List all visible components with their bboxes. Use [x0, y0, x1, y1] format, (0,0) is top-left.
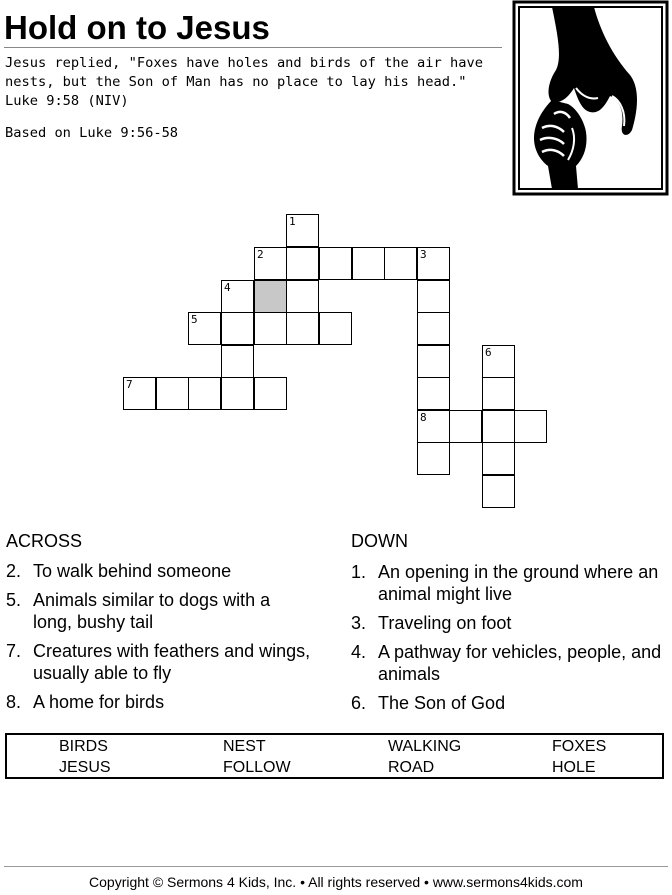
- crossword-cell[interactable]: [417, 280, 450, 313]
- crossword-cell[interactable]: [417, 377, 450, 410]
- crossword-cell[interactable]: [417, 312, 450, 345]
- clue-text: An opening in the ground where an animal might live: [378, 562, 659, 604]
- crossword-cell[interactable]: [286, 247, 319, 280]
- clue-text: To walk behind someone: [33, 561, 232, 581]
- clue-text: A home for birds: [33, 692, 165, 712]
- crossword-cell[interactable]: [254, 377, 287, 410]
- clue-number: 5: [191, 313, 198, 326]
- crossword-cell[interactable]: [221, 345, 254, 378]
- clue-number: 6: [485, 346, 492, 359]
- down-clue-list: [351, 561, 666, 721]
- clue-number: 1.: [351, 562, 367, 582]
- down-heading: DOWN: [351, 531, 408, 551]
- clue-text: Animals similar to dogs with a long, bushy tail: [33, 590, 271, 632]
- crossword-cell[interactable]: [254, 247, 287, 280]
- crossword-cell[interactable]: [254, 312, 287, 345]
- down-clue: [351, 641, 666, 685]
- across-clue: [6, 589, 311, 633]
- word-bank-item: BIRDS: [59, 738, 108, 755]
- crossword-cell[interactable]: [482, 345, 515, 378]
- scripture-verse: Jesus replied, "Foxes have holes and birds of the air have nests, but the Son of Man has no place to lay his head." Luke 9:58 (NIV): [5, 55, 483, 109]
- crossword-cell[interactable]: [417, 247, 450, 280]
- page-title: Hold on to Jesus: [4, 9, 270, 46]
- clue-number: 8.: [6, 692, 22, 712]
- crossword-cell[interactable]: [221, 280, 254, 313]
- clue-number: 1: [289, 215, 296, 228]
- crossword-cell[interactable]: [449, 410, 482, 443]
- crossword-cell[interactable]: [221, 312, 254, 345]
- crossword-cell[interactable]: [417, 442, 450, 475]
- clue-number: 7.: [6, 641, 22, 661]
- crossword-cell[interactable]: [482, 442, 515, 475]
- crossword-cell[interactable]: [123, 377, 156, 410]
- crossword-cell[interactable]: [417, 345, 450, 378]
- word-bank-item: WALKING: [388, 738, 462, 755]
- crossword-cell[interactable]: [352, 247, 385, 280]
- crossword-cell[interactable]: [482, 410, 515, 443]
- word-bank-item: ROAD: [388, 759, 435, 776]
- crossword-cell[interactable]: [286, 312, 319, 345]
- clue-number: 4: [224, 281, 231, 294]
- word-bank-item: FOLLOW: [223, 759, 291, 776]
- clue-number: 2.: [6, 561, 22, 581]
- clue-text: Creatures with feathers and wings, usually able to fly: [33, 641, 311, 683]
- across-clue-list: [6, 560, 311, 720]
- down-clue: [351, 561, 666, 605]
- clue-number: 5.: [6, 590, 22, 610]
- crossword-cell[interactable]: [286, 214, 319, 247]
- crossword-cell[interactable]: [221, 377, 254, 410]
- clue-number: 7: [126, 378, 133, 391]
- crossword-cell[interactable]: [417, 410, 450, 443]
- crossword-cell[interactable]: [514, 410, 547, 443]
- word-bank-item: HOLE: [552, 759, 596, 776]
- across-clue: [6, 640, 311, 684]
- down-clue: [351, 612, 666, 634]
- down-clue: [351, 692, 666, 714]
- footer-divider: [4, 866, 668, 867]
- word-bank-item: FOXES: [552, 738, 607, 755]
- crossword-cell[interactable]: [482, 377, 515, 410]
- clue-number: 3: [420, 248, 427, 261]
- clue-text: A pathway for vehicles, people, and animals: [378, 642, 662, 684]
- crossword-cell[interactable]: [319, 312, 352, 345]
- crossword-cell[interactable]: [482, 475, 515, 508]
- word-bank-item: NEST: [223, 738, 266, 755]
- crossword-cell[interactable]: [319, 247, 352, 280]
- clue-text: The Son of God: [378, 693, 506, 713]
- crossword-cell[interactable]: [188, 377, 221, 410]
- across-heading: ACROSS: [6, 531, 83, 551]
- across-clue: [6, 691, 311, 713]
- based-on-reference: Based on Luke 9:56-58: [5, 125, 179, 141]
- crossword-cell[interactable]: [188, 312, 221, 345]
- clue-number: 8: [420, 411, 427, 424]
- crossword-cell[interactable]: [156, 377, 189, 410]
- crossword-cell[interactable]: [384, 247, 417, 280]
- word-bank-item: JESUS: [59, 759, 111, 776]
- across-clue: [6, 560, 311, 582]
- shaded-cell: [254, 280, 287, 313]
- word-bank: [5, 733, 664, 779]
- clue-number: 3.: [351, 613, 367, 633]
- crossword-cell[interactable]: [286, 280, 319, 313]
- clue-number: 4.: [351, 642, 367, 662]
- clue-number: 6.: [351, 693, 367, 713]
- clue-text: Traveling on foot: [378, 613, 512, 633]
- clue-number: 2: [257, 248, 264, 261]
- copyright-footer: Copyright © Sermons 4 Kids, Inc. • All rights reserved • www.sermons4kids.com: [89, 874, 583, 890]
